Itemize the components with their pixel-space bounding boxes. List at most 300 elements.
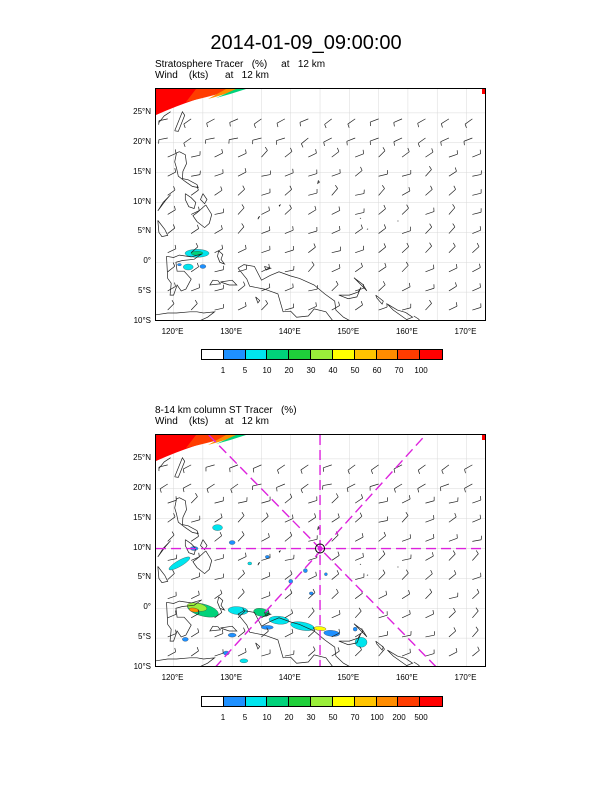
wind-barb xyxy=(215,517,223,522)
wind-barb xyxy=(449,171,457,176)
wind-barb-feather xyxy=(453,243,455,246)
wind-barb xyxy=(355,228,362,233)
wind-barb-feather xyxy=(363,553,364,557)
wind-barb xyxy=(277,465,284,470)
wind-barb xyxy=(425,635,434,637)
tracer-contour xyxy=(177,263,181,265)
wind-barb-feather xyxy=(465,469,466,473)
wind-barb-feather xyxy=(339,264,340,268)
wind-barb-feather xyxy=(338,647,339,651)
wind-barb xyxy=(215,190,222,195)
wind-barb-feather xyxy=(199,553,200,557)
wind-barb xyxy=(191,303,197,310)
wind-barb xyxy=(332,285,338,291)
colorbar-swatch xyxy=(267,697,289,706)
wind-barb xyxy=(332,593,339,599)
wind-barb xyxy=(261,537,269,541)
lon-tick-label: 170°E xyxy=(454,673,477,682)
wind-barb xyxy=(379,501,388,503)
panel1-map xyxy=(155,88,486,321)
wind-barb-feather xyxy=(245,245,246,249)
coastline xyxy=(238,265,352,321)
wind-barb xyxy=(379,209,386,215)
wind-barb xyxy=(285,308,294,310)
coastline xyxy=(175,498,199,534)
wind-barb-feather xyxy=(174,283,175,287)
wind-barb xyxy=(300,119,308,122)
wind-barb xyxy=(285,633,293,637)
wind-barb-feather xyxy=(313,647,315,651)
wind-barb xyxy=(425,614,433,618)
wind-barb xyxy=(301,465,308,470)
colorbar-swatch xyxy=(202,350,224,359)
wind-barb xyxy=(449,246,455,252)
coastline xyxy=(158,195,171,211)
wind-barb xyxy=(425,246,431,253)
wind-barb xyxy=(425,152,432,157)
wind-barb-feather xyxy=(230,122,231,126)
wind-barb xyxy=(308,500,317,503)
wind-barb-feather xyxy=(175,149,176,153)
wind-barb xyxy=(464,484,472,488)
wind-barb xyxy=(191,229,198,234)
coastline xyxy=(156,312,215,321)
wind-barb-feather xyxy=(453,224,455,227)
colorbar-swatch xyxy=(377,350,399,359)
wind-barb-feather xyxy=(314,513,315,517)
wind-barb-feather xyxy=(385,263,386,267)
wind-barb xyxy=(449,631,456,637)
wind-barb-feather xyxy=(197,225,198,229)
wind-barb-feather xyxy=(242,204,244,207)
lon-tick-label: 170°E xyxy=(454,327,477,336)
wind-barb xyxy=(285,173,293,176)
wind-barb xyxy=(425,592,431,598)
lon-tick-label: 160°E xyxy=(395,327,418,336)
wind-barb-feather xyxy=(386,591,387,595)
coastline xyxy=(256,643,260,649)
wind-barb-feather xyxy=(338,552,339,556)
wind-barb-feather xyxy=(293,226,294,230)
colorbar-label: 10 xyxy=(262,713,272,722)
wind-barb xyxy=(379,554,385,560)
wind-barb-feather xyxy=(430,224,432,227)
wind-barb xyxy=(261,175,270,177)
wind-barb xyxy=(402,208,408,214)
wind-barb-feather xyxy=(361,301,362,305)
wind-barb xyxy=(191,190,198,195)
wind-barb xyxy=(191,577,199,580)
coastline xyxy=(220,626,236,631)
panel2-map xyxy=(155,434,486,667)
colorbar-label: 50 xyxy=(328,713,338,722)
wind-barb-feather xyxy=(269,207,270,211)
lat-tick-label: 25°N xyxy=(133,452,151,462)
wind-barb xyxy=(168,286,176,290)
wind-barb xyxy=(472,630,478,637)
wind-barb xyxy=(379,267,386,272)
wind-barb xyxy=(332,230,340,234)
wind-barb xyxy=(379,151,385,157)
wind-barb xyxy=(472,174,481,176)
wind-barb xyxy=(472,212,481,214)
wind-barb xyxy=(238,652,246,656)
wind-barb-feather xyxy=(454,570,456,574)
colorbar-swatch xyxy=(224,697,246,706)
wind-barb xyxy=(238,189,245,195)
wind-barb-feather xyxy=(254,124,255,128)
wind-barb xyxy=(370,484,379,487)
wind-barb xyxy=(261,576,269,579)
wind-barb-feather xyxy=(242,531,244,534)
wind-barb-feather xyxy=(336,493,338,496)
wind-barb-feather xyxy=(246,149,247,153)
wind-barb xyxy=(355,154,363,157)
wind-barb xyxy=(215,558,224,560)
coastline xyxy=(185,540,196,555)
wind-barb xyxy=(285,250,294,253)
wind-barb xyxy=(308,558,317,561)
wind-barb xyxy=(394,138,402,142)
wind-barb xyxy=(184,138,191,143)
wind-barb-feather xyxy=(430,589,432,592)
tracer-contour xyxy=(240,659,248,663)
wind-barb-feather xyxy=(454,608,456,612)
wind-barb-feather xyxy=(160,489,161,493)
tracer-region xyxy=(482,89,486,94)
wind-barb-feather xyxy=(362,533,363,537)
wind-barb-feather xyxy=(243,186,245,190)
wind-barb-feather xyxy=(432,552,433,556)
wind-barb xyxy=(168,153,176,157)
wind-barb-feather xyxy=(442,470,444,474)
wind-barb-feather xyxy=(361,225,362,229)
wind-barb xyxy=(472,307,481,310)
wind-barb-feather xyxy=(198,628,199,632)
wind-barb xyxy=(379,228,386,233)
wind-barb-feather xyxy=(394,469,395,473)
wind-barb xyxy=(168,614,176,617)
figure-title: 2014-01-09_09:00:00 xyxy=(210,32,402,54)
wind-barb xyxy=(347,138,355,141)
wind-barb xyxy=(425,556,433,560)
lat-tick-label: 25°N xyxy=(133,106,151,116)
coastline xyxy=(201,194,208,204)
wind-barb xyxy=(472,247,479,253)
wind-barb xyxy=(231,484,238,489)
wind-barb-feather xyxy=(293,169,294,173)
wind-barb-feather xyxy=(245,168,246,172)
coastline xyxy=(279,551,280,552)
coastline xyxy=(158,566,168,582)
wind-barb xyxy=(402,559,411,561)
colorbar-swatch xyxy=(377,697,399,706)
wind-barb-feather xyxy=(222,245,223,249)
wind-barb xyxy=(472,611,478,618)
wind-barb xyxy=(418,138,425,143)
wind-barb xyxy=(308,174,317,177)
wind-barb-feather xyxy=(429,166,431,169)
wind-barb-feather xyxy=(197,647,198,651)
wind-barb-feather xyxy=(476,550,478,553)
wind-barb xyxy=(159,465,168,467)
wind-barb xyxy=(324,138,332,142)
wind-barb xyxy=(402,614,410,618)
wind-barb xyxy=(308,247,315,253)
wind-barb xyxy=(394,119,402,123)
wind-barb xyxy=(355,498,362,503)
wind-barb xyxy=(285,270,294,272)
wind-barb xyxy=(159,138,168,140)
wind-barb-feather xyxy=(410,610,411,614)
coastline xyxy=(185,194,196,209)
wind-barb-feather xyxy=(316,302,317,306)
wind-barb xyxy=(449,501,458,503)
tracer-contour xyxy=(182,637,188,641)
wind-barb xyxy=(308,153,316,157)
wind-barb xyxy=(215,229,223,234)
wind-barb-feather xyxy=(339,226,340,230)
wind-barb xyxy=(425,538,433,541)
wind-barb-feather xyxy=(456,302,457,306)
colorbar-label: 30 xyxy=(306,366,316,375)
tracer-contour xyxy=(168,555,192,572)
colorbar-swatch xyxy=(311,697,333,706)
wind-barb xyxy=(168,249,176,253)
wind-barb-feather xyxy=(243,570,245,574)
wind-barb-feather xyxy=(221,225,222,229)
wind-barb xyxy=(472,193,481,195)
wind-barb-feather xyxy=(454,186,456,190)
wind-barb-feather xyxy=(195,493,197,496)
wind-barb-feather xyxy=(313,589,315,593)
wind-barb xyxy=(308,265,314,272)
coastline xyxy=(367,229,368,230)
lat-tick-label: 20°N xyxy=(133,482,151,492)
lat-tick-label: 15°N xyxy=(133,512,151,522)
wind-barb-feather xyxy=(360,513,362,517)
wind-barb-feather xyxy=(382,185,384,188)
wind-barb xyxy=(238,249,246,253)
wind-barb xyxy=(425,501,434,503)
colorbar-label: 10 xyxy=(262,366,272,375)
coastline xyxy=(414,662,423,667)
wind-barb-feather xyxy=(335,185,337,188)
wind-barb-feather xyxy=(207,489,208,493)
colorbar-swatch xyxy=(202,697,224,706)
wind-barb-feather xyxy=(269,572,270,576)
wind-barb xyxy=(425,189,432,195)
panel1-title-1: Stratosphere Tracer (%) at 12 km xyxy=(155,59,326,70)
wind-barb xyxy=(402,594,410,599)
wind-barb-feather xyxy=(477,589,479,593)
wind-barb xyxy=(191,651,198,656)
wind-barb xyxy=(168,210,176,215)
wind-barb xyxy=(449,286,457,291)
wind-barb-feather xyxy=(360,167,362,171)
wind-barb xyxy=(379,649,385,656)
colorbar-swatch xyxy=(311,350,333,359)
wind-barb xyxy=(168,304,174,310)
lat-tick-label: 5°N xyxy=(137,226,151,236)
wind-barb-feather xyxy=(301,489,302,493)
wind-barb-feather xyxy=(292,629,293,633)
wind-barb xyxy=(261,193,270,196)
wind-barb-feather xyxy=(480,283,481,287)
wind-barb xyxy=(191,288,199,291)
wind-barb-feather xyxy=(456,264,457,268)
wind-barb xyxy=(159,119,168,121)
colorbar-label: 40 xyxy=(328,366,338,375)
wind-barb xyxy=(285,288,293,291)
wind-barb xyxy=(402,635,411,637)
wind-barb-feather xyxy=(348,124,349,128)
wind-barb xyxy=(191,536,198,541)
wind-barb-feather xyxy=(361,263,362,267)
colorbar-label: 5 xyxy=(242,366,248,375)
wind-barb-feather xyxy=(199,207,200,211)
coastline xyxy=(367,575,368,576)
wind-barb-feather xyxy=(268,533,269,537)
wind-barb-feather xyxy=(222,630,223,634)
wind-barb xyxy=(215,634,223,637)
wind-barb xyxy=(332,173,340,176)
wind-barb xyxy=(238,557,246,561)
wind-barb-feather xyxy=(394,489,395,493)
wind-barb-feather xyxy=(245,302,246,306)
wind-barb-feather xyxy=(316,572,317,576)
coastline xyxy=(258,216,260,219)
wind-barb-feather xyxy=(290,494,292,498)
wind-barb-feather xyxy=(207,123,208,127)
wind-barb xyxy=(355,516,362,522)
lat-tick-label: 10°S xyxy=(133,316,151,325)
wind-barb-feather xyxy=(338,514,339,518)
wind-barb xyxy=(191,613,199,617)
coastline xyxy=(210,280,221,285)
wind-barb-feather xyxy=(315,206,316,210)
wind-barb xyxy=(425,288,434,291)
wind-barb-feather xyxy=(455,282,456,286)
wind-barb-feather xyxy=(221,186,222,190)
wind-barb-feather xyxy=(384,243,386,247)
tracer-contour xyxy=(353,627,357,631)
wind-barb xyxy=(355,194,364,196)
wind-barb-feather xyxy=(242,512,244,515)
wind-barb-feather xyxy=(454,627,456,631)
coastline xyxy=(175,112,185,132)
wind-barb-feather xyxy=(199,591,200,595)
wind-barb xyxy=(370,138,378,141)
wind-barb xyxy=(347,484,355,488)
lon-tick-label: 150°E xyxy=(337,673,360,682)
wind-barb xyxy=(215,213,224,215)
wind-barb xyxy=(261,501,270,503)
wind-barb xyxy=(215,501,224,503)
wind-barb xyxy=(402,174,411,176)
panel2-title-1: 8-14 km column ST Tracer (%) xyxy=(155,405,297,416)
wind-barb xyxy=(261,558,270,561)
wind-barb-feather xyxy=(433,610,434,614)
colorbar-label: 100 xyxy=(370,713,384,722)
wind-barb xyxy=(183,484,191,488)
wind-barb-feather xyxy=(430,186,432,190)
wind-barb-feather xyxy=(290,532,292,536)
wind-barb-feather xyxy=(266,513,268,517)
wind-barb-feather xyxy=(384,205,386,209)
wind-barb xyxy=(402,265,408,271)
wind-barb-feather xyxy=(429,300,431,303)
wind-barb-feather xyxy=(266,300,268,303)
tracer-contour xyxy=(289,579,293,583)
wind-barb xyxy=(472,593,479,599)
wind-barb xyxy=(254,119,261,124)
wind-barb xyxy=(285,208,292,214)
wind-barb xyxy=(238,573,245,579)
wind-barb-feather xyxy=(476,627,478,630)
wind-barb-feather xyxy=(409,283,410,287)
wind-barb xyxy=(379,615,388,618)
lat-tick-label: 10°S xyxy=(133,662,151,671)
tracer-contour xyxy=(229,541,235,545)
wind-barb xyxy=(183,465,191,469)
wind-barb-feather xyxy=(220,532,222,536)
wind-barb xyxy=(168,535,174,541)
wind-barb xyxy=(261,516,268,522)
wind-barb xyxy=(379,536,386,542)
wind-barb-feather xyxy=(195,300,197,303)
colorbar-swatch xyxy=(289,697,311,706)
wind-barb-feather xyxy=(242,223,244,226)
wind-barb xyxy=(285,518,293,522)
wind-barb xyxy=(425,212,434,215)
lat-tick-label: 15°N xyxy=(133,166,151,176)
wind-barb xyxy=(355,557,363,561)
wind-barb-feather xyxy=(253,468,254,472)
wind-barb xyxy=(168,559,177,561)
wind-barb xyxy=(285,559,294,561)
colorbar-label: 5 xyxy=(242,713,248,722)
wind-barb xyxy=(449,517,456,522)
wind-barb xyxy=(472,230,480,233)
coastline xyxy=(360,564,361,565)
wind-barb xyxy=(472,287,480,291)
wind-barb xyxy=(215,308,224,310)
colorbar-swatch xyxy=(246,350,268,359)
wind-barb-feather xyxy=(301,470,302,474)
wind-barb xyxy=(449,574,456,580)
colorbar-label: 60 xyxy=(372,366,382,375)
wind-barb xyxy=(371,465,378,470)
colorbar-swatch xyxy=(333,697,355,706)
wind-barb xyxy=(308,289,317,291)
lon-tick-label: 140°E xyxy=(278,327,301,336)
center-point-dot xyxy=(318,546,323,551)
wind-barb xyxy=(332,555,339,560)
wind-barb xyxy=(308,210,316,215)
wind-barb xyxy=(325,119,332,124)
colorbar-swatch xyxy=(246,697,268,706)
coastline xyxy=(376,641,384,650)
wind-barb-feather xyxy=(477,243,479,247)
wind-barb xyxy=(332,614,340,618)
wind-barb-feather xyxy=(480,226,481,230)
wind-barb xyxy=(261,304,267,310)
coastline xyxy=(256,297,260,303)
wind-barb-feather xyxy=(325,124,327,128)
colorbar-swatch xyxy=(289,350,311,359)
wind-barb xyxy=(261,596,269,599)
